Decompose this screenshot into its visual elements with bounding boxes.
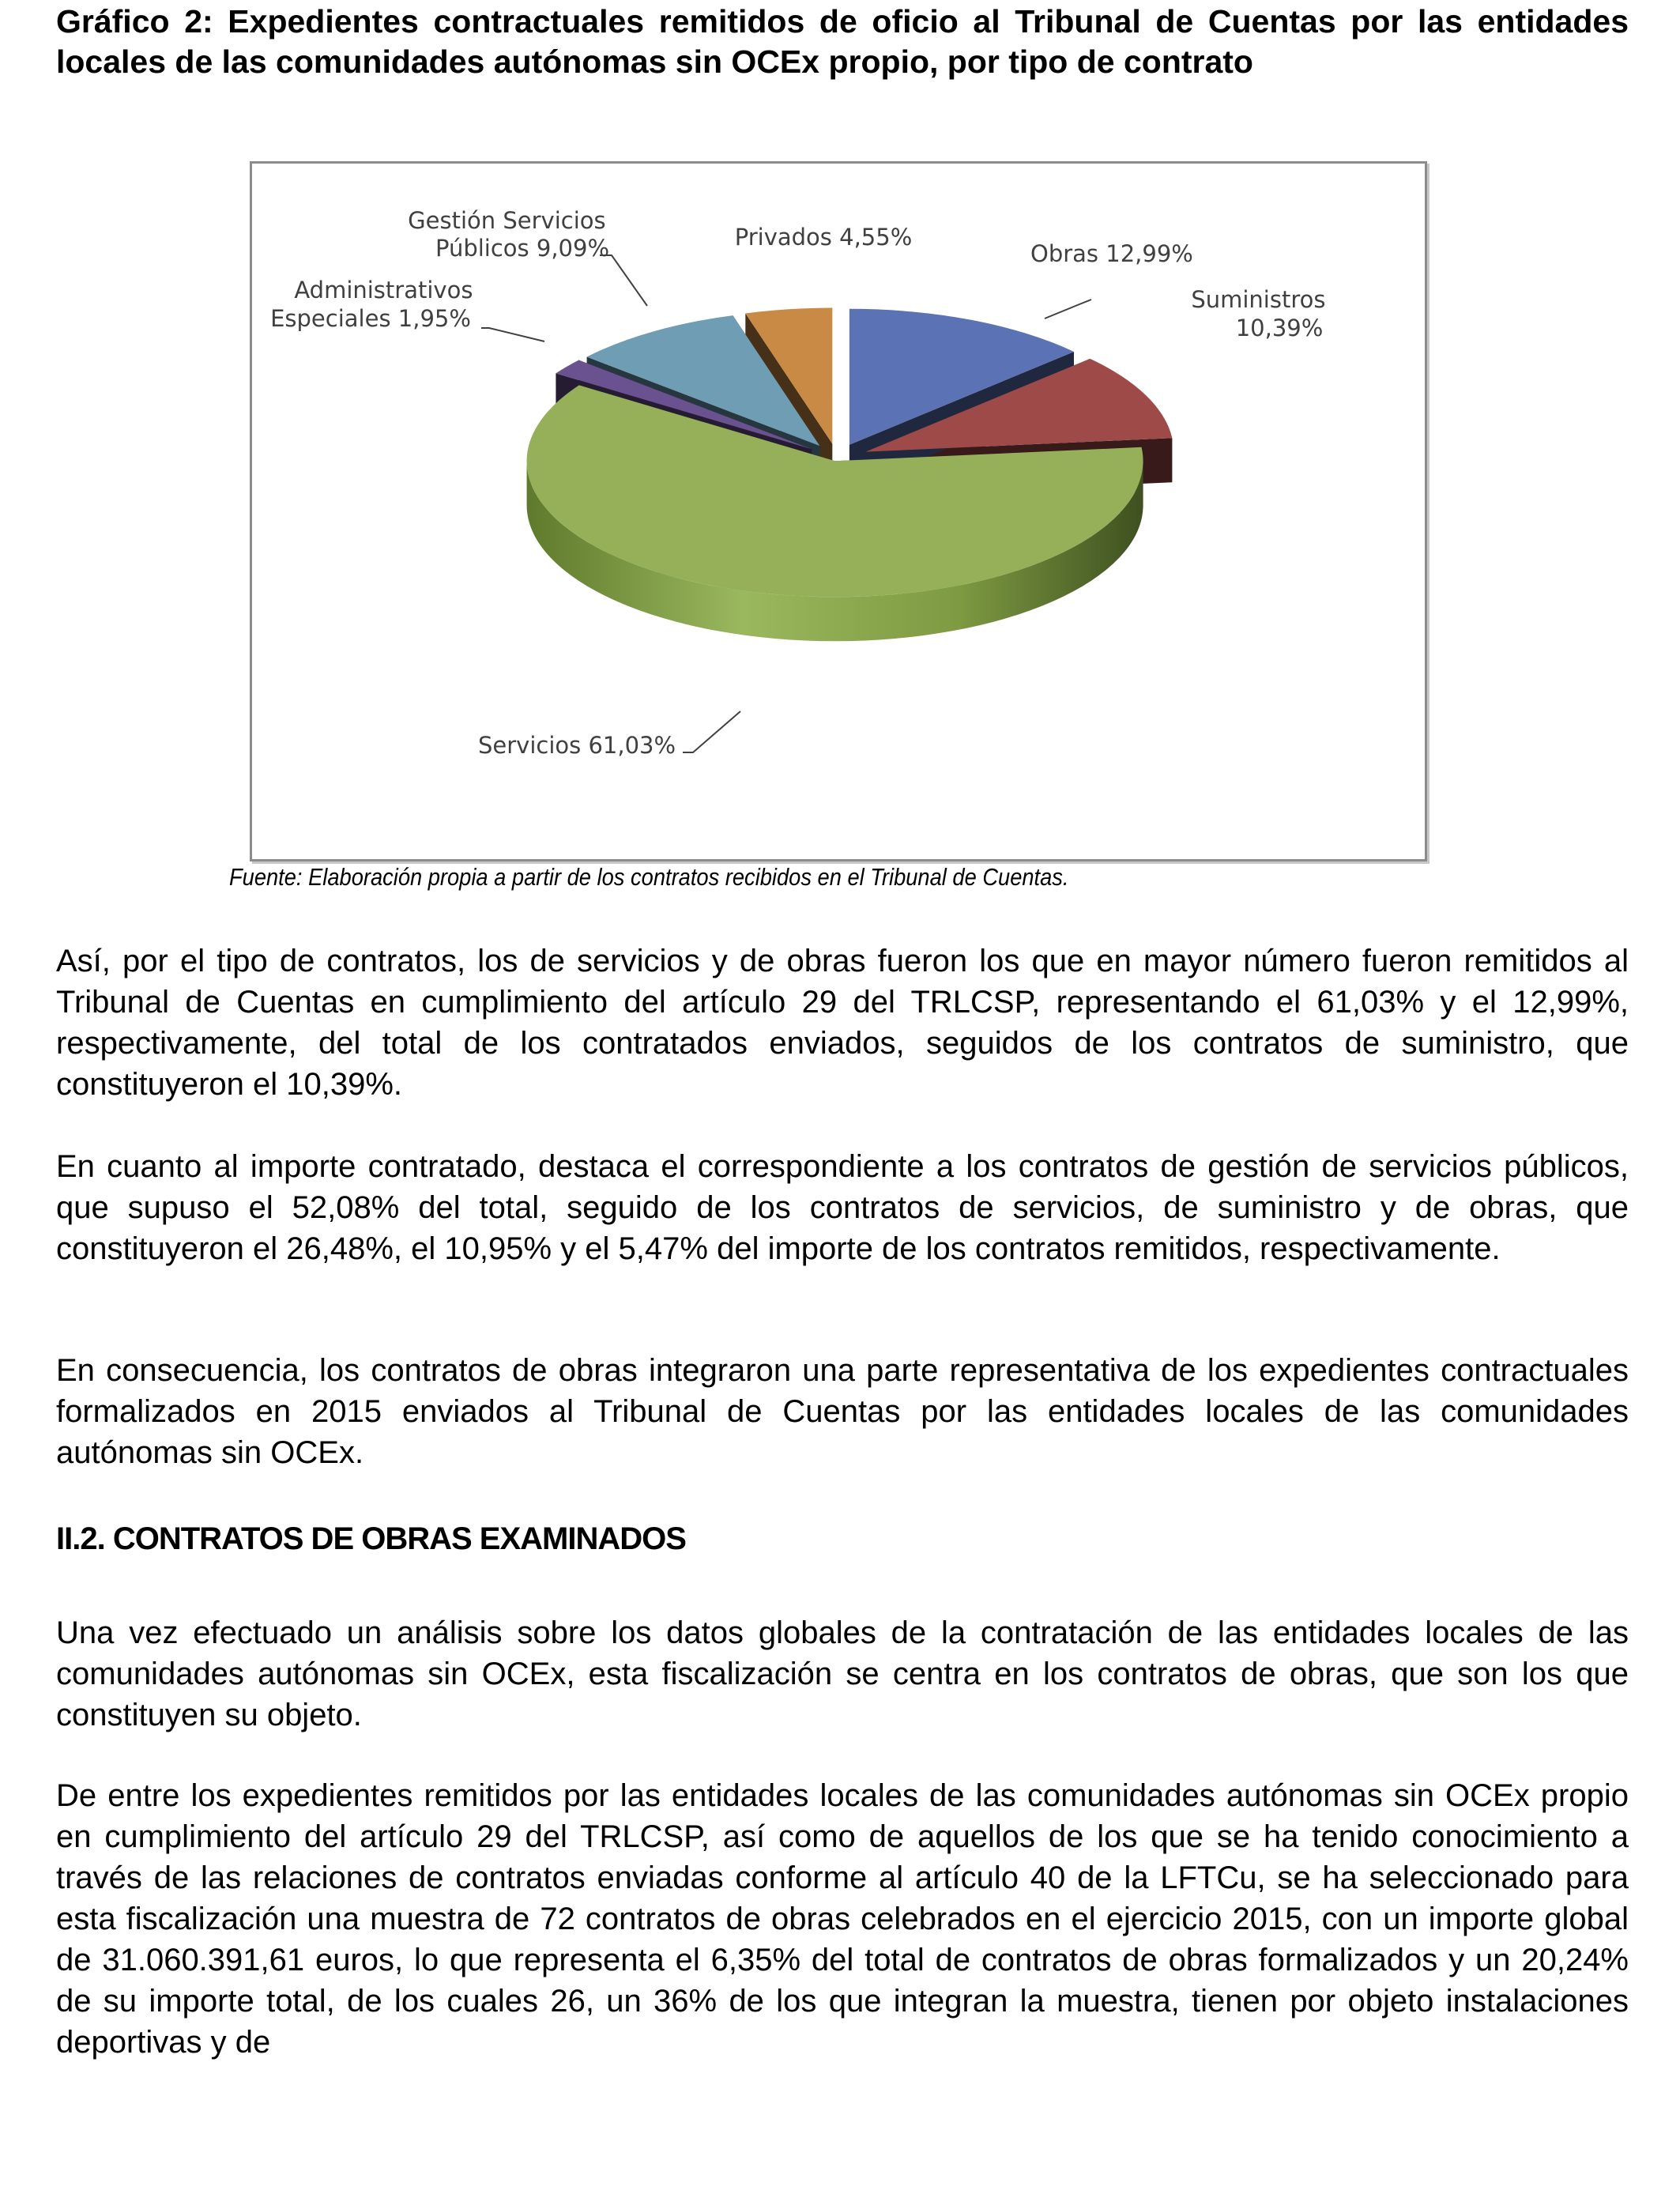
slice-label-gestion: Gestión Servicios Públicos 9,09%: [408, 207, 610, 262]
paragraph-5: De entre los expedientes remitidos por las entidades locales de las comunidades autónomas sin OCEx propio en cumplimiento del artículo 29 del TRLCSP, así como de aquellos de los que se ha tenido conocimiento a través de las relaciones de contratos enviadas conforme al artículo 40 de la LFTCu, se ha seleccionado para esta fiscalización una muestra de 72 contratos de obras celebrados en el ejercicio 2015, con un importe global de 31.060.391,61 euros, lo que representa el 6,35% del total de contratos de obras formalizados y un 20,24% de su importe total, de los cuales 26, un 36% de los que integran la muestra, tienen por objeto instalaciones deportivas y de: [56, 1778, 1629, 2060]
leader-line-administrativos: [481, 328, 544, 341]
slice-label-obras: Obras 12,99%: [1030, 240, 1193, 267]
leader-line-obras: [1045, 300, 1091, 319]
pie-chart: [252, 164, 1425, 859]
slice-label-servicios: Servicios 61,03%: [478, 732, 676, 759]
paragraph-3: En consecuencia, los contratos de obras integraron una parte representativa de los expedientes contractuales formalizados en 2015 enviados al Tribunal de Cuentas por las entidades locales de las comunidades autónomas sin OCEx.: [56, 1353, 1629, 1470]
chart-source-note: Fuente: Elaboración propia a partir de los contratos recibidos en el Tribunal de Cuentas.: [229, 863, 1069, 891]
paragraph-1: Así, por el tipo de contratos, los de servicios y de obras fueron los que en mayor número fueron remitidos al Tribunal de Cuentas en cumplimiento del artículo 29 del TRLCSP, representando el 61,03% y el 12,99%, respectivamente, del total de los contratados enviados, seguidos de los contratos de suministro, que constituyeron el 10,39%.: [56, 944, 1629, 1102]
section-heading: II.2. CONTRATOS DE OBRAS EXAMINADOS: [56, 1521, 686, 1556]
slice-label-suministros: Suministros 10,39%: [1191, 286, 1326, 341]
leader-line-servicios: [683, 711, 740, 752]
slice-label-administrativos: Administrativos Especiales 1,95%: [270, 277, 473, 332]
pie-chart-frame: [250, 161, 1427, 861]
slice-label-privados: Privados 4,55%: [734, 224, 913, 251]
paragraph-2: En cuanto al importe contratado, destaca el correspondiente a los contratos de gestión de servicios públicos, que supuso el 52,08% del total, seguido de los contratos de servicios, de suministro y de obras, que constituyeron el 26,48%, el 10,95% y el 5,47% del importe de los contratos remitidos, respectivamente.: [56, 1149, 1629, 1266]
figure-title: Gráfico 2: Expedientes contractuales remitidos de oficio al Tribunal de Cuentas por las entidades locales de las comunidades autónomas sin OCEx propio, por tipo de contrato: [56, 3, 1629, 80]
paragraph-4: Una vez efectuado un análisis sobre los datos globales de la contratación de las entidades locales de las comunidades autónomas sin OCEx, esta fiscalización se centra en los contratos de obras, que son los que constituyen su objeto.: [56, 1615, 1629, 1732]
leader-line-gestion: [600, 255, 647, 306]
